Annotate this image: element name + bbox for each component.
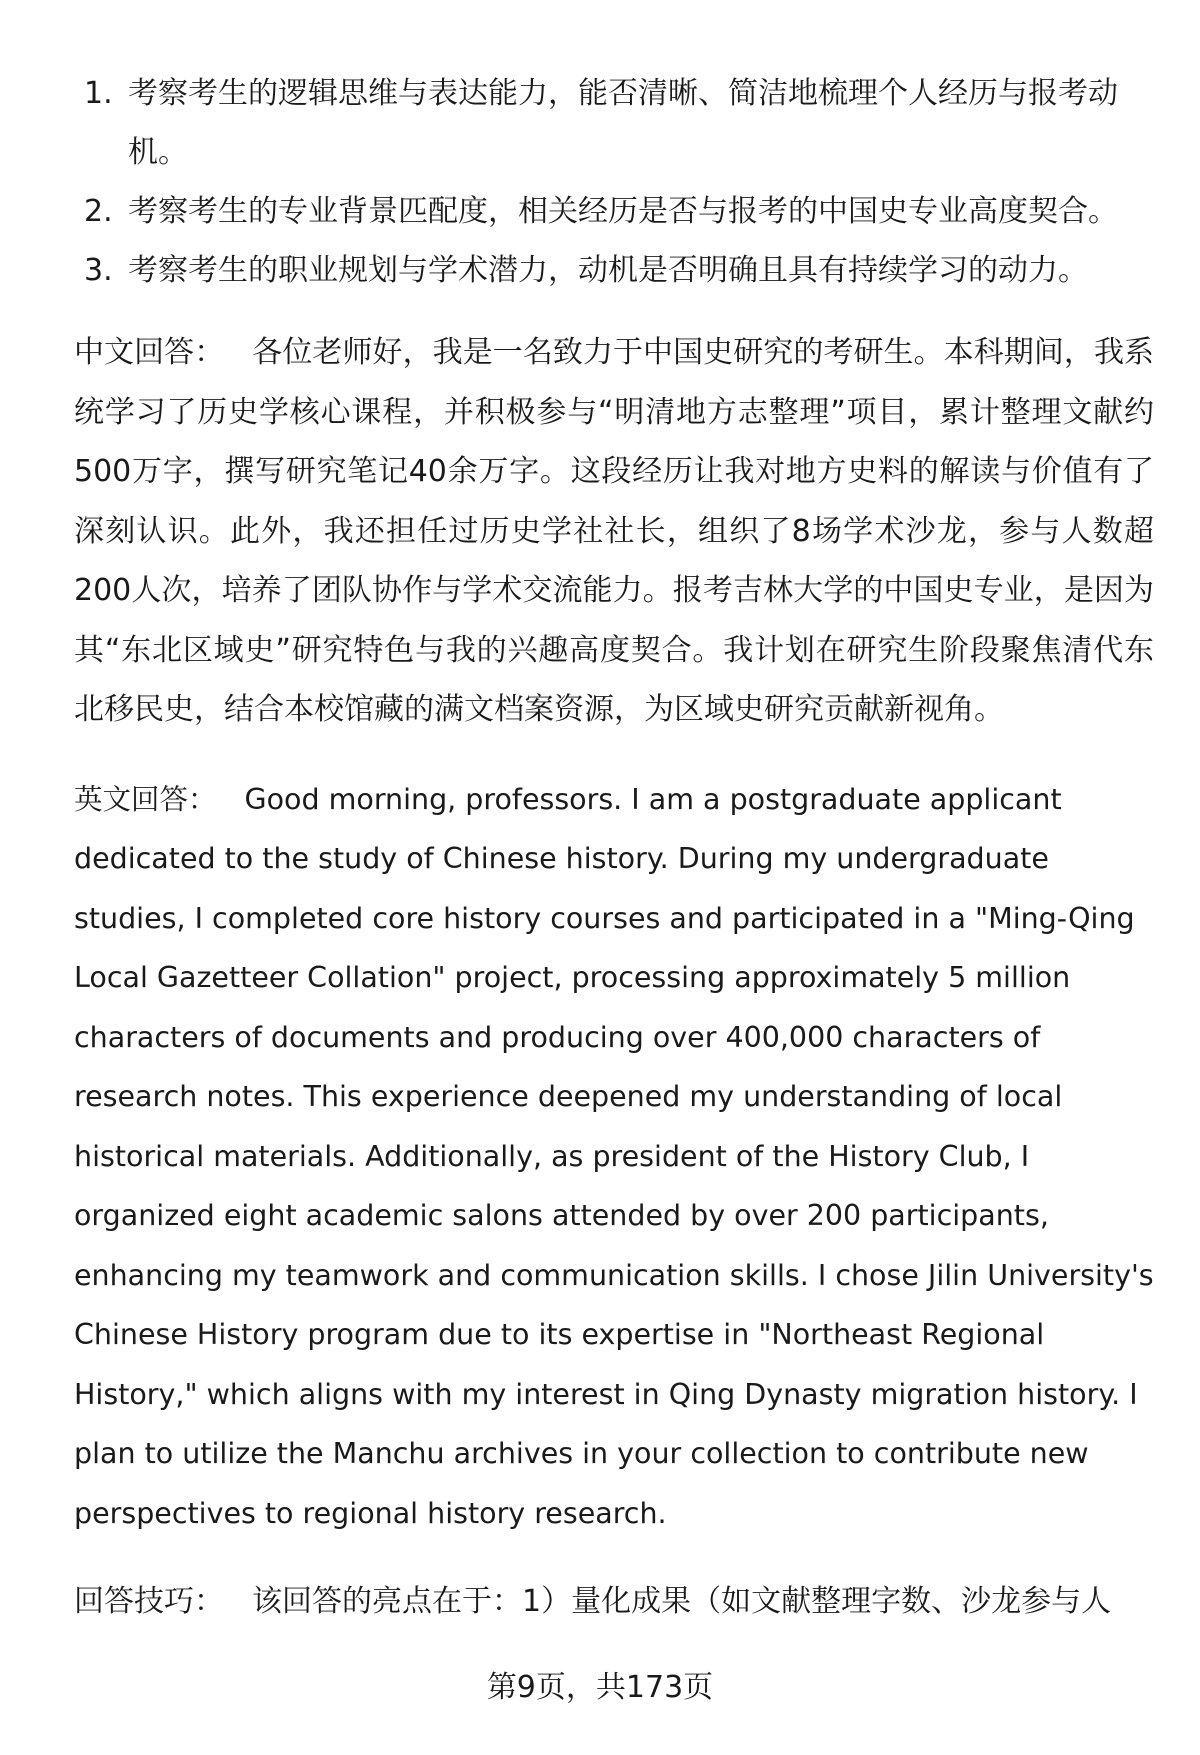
list-text: 考察考生的逻辑思维与表达能力，能否清晰、简洁地梳理个人经历与报考动机。 (128, 76, 1118, 170)
list-number: 3. (84, 253, 113, 288)
criteria-list (74, 64, 1154, 300)
page-number-footer: 第9页，共173页 (486, 1670, 714, 1705)
list-text: 考察考生的职业规划与学术潜力，动机是否明确且具有持续学习的动力。 (128, 253, 1088, 288)
list-item (74, 64, 1154, 182)
list-text: 考察考生的专业背景匹配度，相关经历是否与报考的中国史专业高度契合。 (128, 194, 1118, 229)
list-number: 1. (84, 76, 113, 111)
english-answer-paragraph (74, 770, 1154, 1544)
english-answer-label: 英文回答： (74, 782, 217, 816)
list-item (74, 241, 1154, 300)
list-number: 2. (84, 194, 113, 229)
document-page (74, 64, 1154, 1661)
tips-text: 该回答的亮点在于：1）量化成果（如文献整理字数、沙龙参与人 (252, 1583, 1112, 1619)
english-answer-text: Good morning, professors. I am a postgraduate applicant dedicated to the study of Chinese history. During my undergraduate studies, I completed core history courses and participated in a "Ming-Qing Local Gazetteer Collation" project, processing approximately 5 million characters of documents and producing over 400,000 characters of research notes. This experience deepened my understanding of local historical materials. Additionally, as president of the History Club, I organized eight academic salons attended by over 200 participants, enhancing my teamwork and communication skills. I chose Jilin University's Chinese History program due to its expertise in "Northeast Regional History," which aligns with my interest in Qing Dynasty migration history. I plan to utilize the Manchu archives in your collection to contribute new perspectives to regional history research. (74, 782, 1154, 1530)
tips-paragraph (74, 1572, 1154, 1632)
chinese-answer-label: 中文回答： (74, 335, 225, 370)
chinese-answer-paragraph (74, 323, 1154, 740)
chinese-answer-text: 各位老师好，我是一名致力于中国史研究的考研生。本科期间，我系统学习了历史学核心课程，并积极参与“明清地方志整理”项目，累计整理文献约500万字，撰写研究笔记40余万字。这段经历让我对地方史料的解读与价值有了深刻认识。此外，我还担任过历史学社社长，组织了8场学术沙龙，参与人数超200人次，培养了团队协作与学术交流能力。报考吉林大学的中国史专业，是因为其“东北区域史”研究特色与我的兴趣高度契合。我计划在研究生阶段聚焦清代东北移民史，结合本校馆藏的满文档案资源，为区域史研究贡献新视角。 (74, 335, 1155, 727)
list-item (74, 182, 1154, 241)
tips-label: 回答技巧： (74, 1583, 224, 1619)
